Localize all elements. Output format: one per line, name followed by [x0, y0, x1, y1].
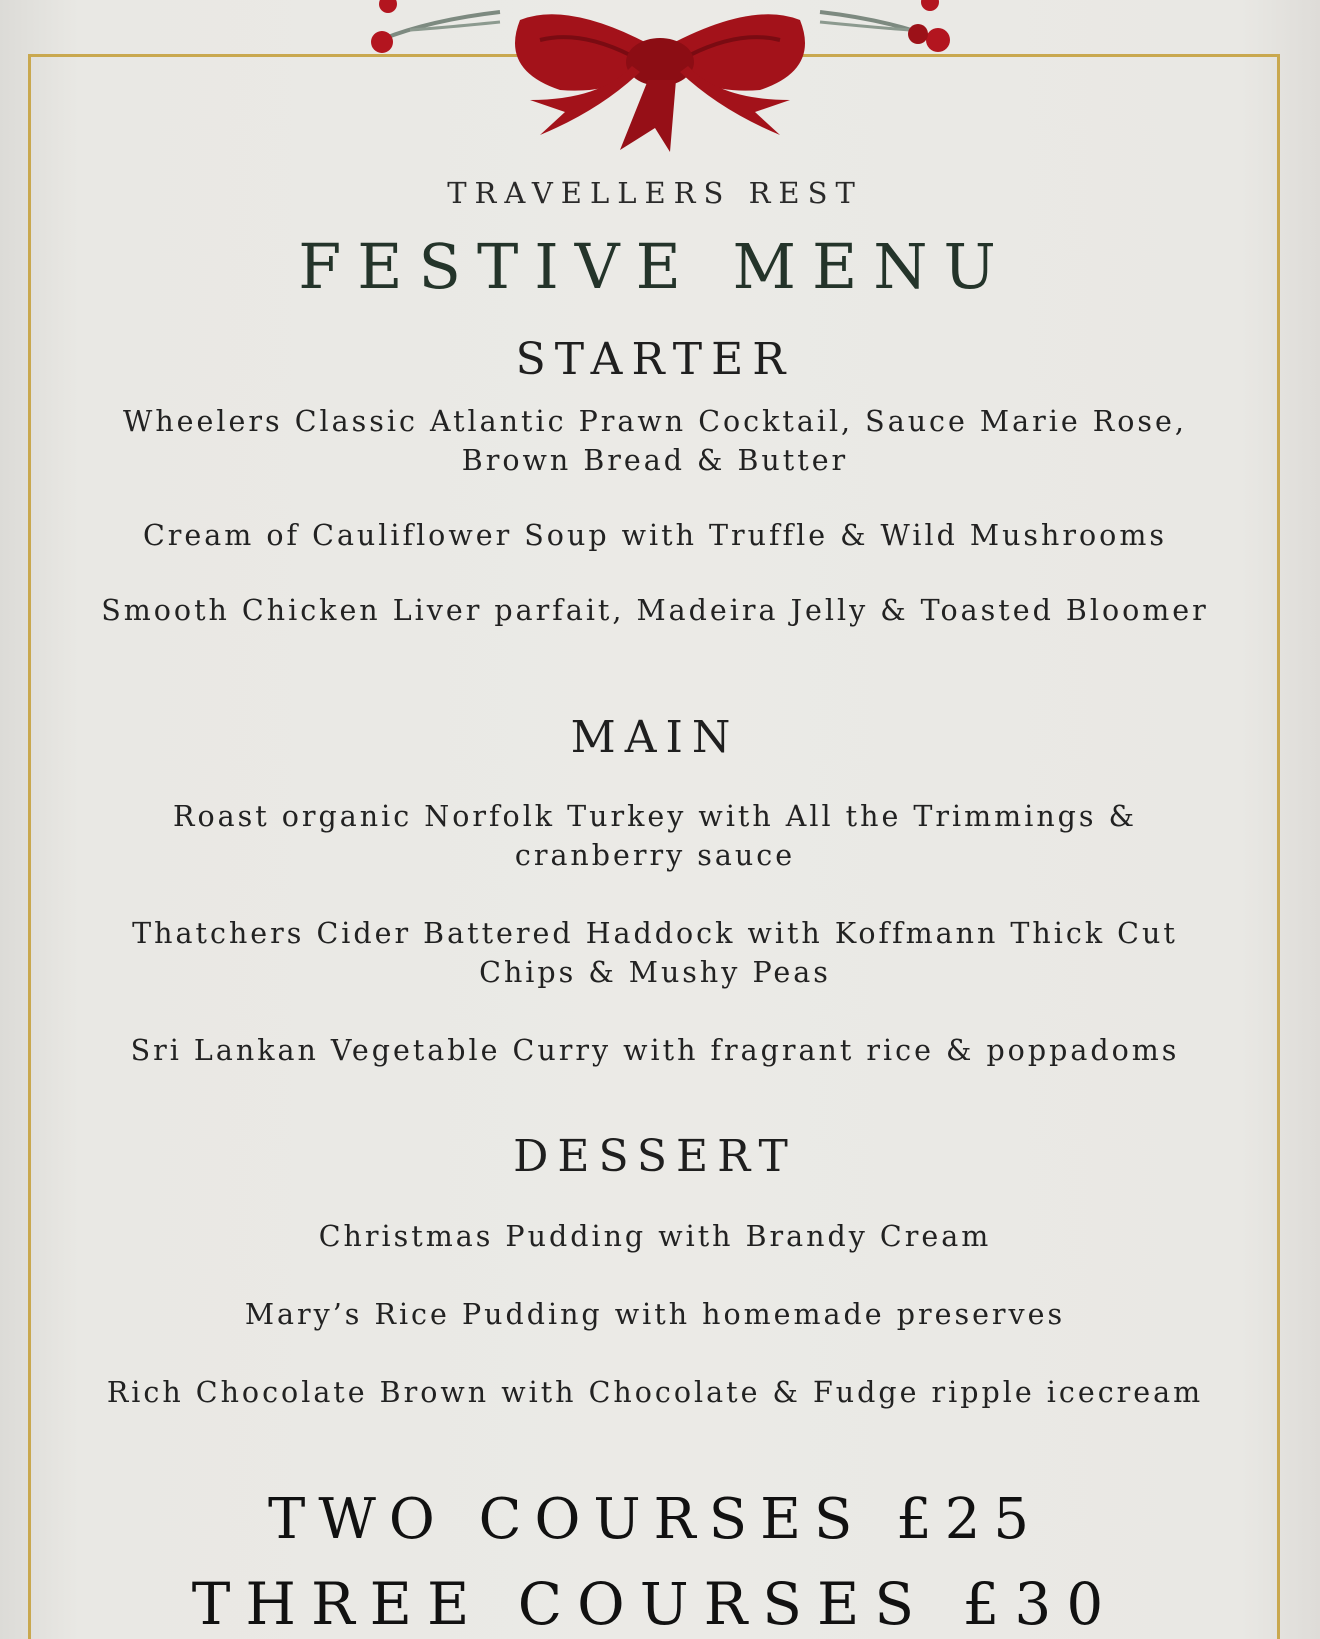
dish-item: Roast organic Norfolk Turkey with All the Trimmings & cranberry sauce — [173, 800, 1137, 872]
dish-item: Christmas Pudding with Brandy Cream — [318, 1220, 992, 1253]
section-title-starter: STARTER — [515, 334, 795, 385]
dish-item: Mary’s Rice Pudding with homemade preserves — [244, 1298, 1066, 1331]
dish-item: Wheelers Classic Atlantic Prawn Cocktail, Sauce Marie Rose, Brown Bread & Butter — [123, 405, 1187, 477]
price-two-courses: TWO COURSES £25 — [267, 1487, 1043, 1552]
section-title-dessert: DESSERT — [513, 1131, 797, 1182]
dish-item: Rich Chocolate Brown with Chocolate & Fudge ripple icecream — [106, 1376, 1204, 1409]
dish-item: Thatchers Cider Battered Haddock with Koffmann Thick Cut Chips & Mushy Peas — [132, 917, 1178, 989]
venue-name: TRAVELLERS REST — [447, 176, 863, 210]
dish-item: Cream of Cauliflower Soup with Truffle & Wild Mushrooms — [143, 519, 1167, 552]
price-three-courses: THREE COURSES £30 — [191, 1570, 1119, 1638]
section-title-main: MAIN — [570, 712, 740, 763]
dish-item: Sri Lankan Vegetable Curry with fragrant rice & poppadoms — [130, 1034, 1180, 1067]
menu-title: FESTIVE MENU — [298, 230, 1012, 303]
dish-item: Smooth Chicken Liver parfait, Madeira Jelly & Toasted Bloomer — [101, 594, 1209, 627]
red-bow-icon — [370, 0, 950, 165]
